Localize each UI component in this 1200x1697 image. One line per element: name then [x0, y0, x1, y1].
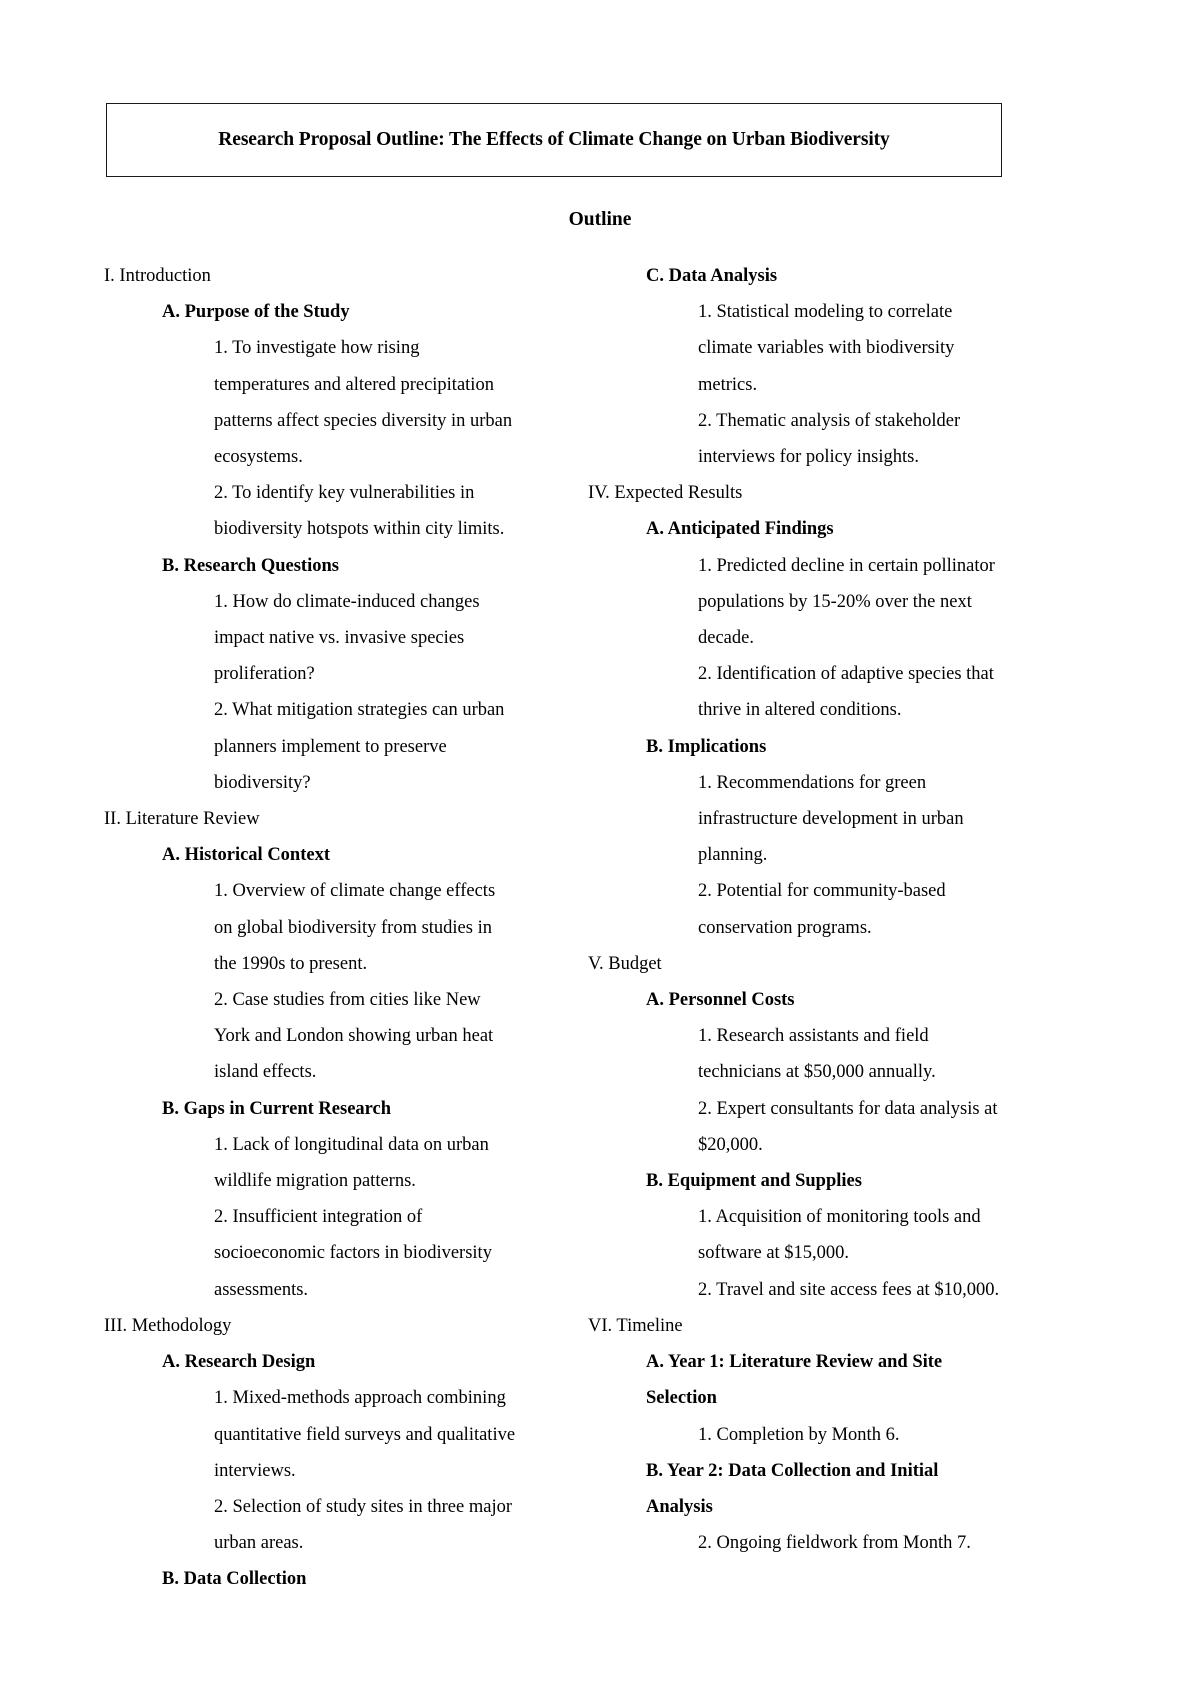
- outline-entry-level-2: A. Personnel Costs: [646, 990, 795, 1011]
- outline-entry-level-3: 1. Statistical modeling to correlate climate variables with biodiversity metrics.: [698, 302, 955, 395]
- outline-entry-level-1: I. Introduction: [104, 266, 211, 286]
- outline-entry-level-2: A. Historical Context: [162, 845, 331, 866]
- outline-entry-level-1: VI. Timeline: [588, 1315, 683, 1336]
- outline-entry-level-3: 2. To identify key vulnerabilities in biodiversity hotspots within city limits.: [214, 483, 505, 540]
- outline-entry-level-3: 2. Expert consultants for data analysis at $20,000.: [698, 1098, 998, 1155]
- outline-entry-level-3: 2. Selection of study sites in three major urban areas.: [214, 1496, 512, 1554]
- outline-entry-level-2: B. Equipment and Supplies: [646, 1171, 862, 1192]
- outline-entry-level-2: A. Anticipated Findings: [646, 519, 834, 540]
- outline-entry-level-3: 2. Ongoing fieldwork from Month 7.: [698, 1533, 971, 1554]
- outline-columns: [0, 258, 1200, 1697]
- outline-entry-level-3: 1. Overview of climate change effects on global biodiversity from studies in the 1990s to present.: [214, 881, 496, 974]
- outline-entry-level-3: 1. Mixed-methods approach combining quantitative field surveys and qualitative interviews.: [214, 1388, 516, 1481]
- outline-entry-level-3: 2. Thematic analysis of stakeholder interviews for policy insights.: [698, 410, 961, 468]
- title-box: [106, 103, 1002, 177]
- outline-entry-level-2: C. Data Analysis: [646, 266, 778, 286]
- outline-entry-level-3: 1. Acquisition of monitoring tools and software at $15,000.: [698, 1207, 981, 1264]
- outline-entry-level-3: 1. Recommendations for green infrastructure development in urban planning.: [698, 772, 964, 866]
- outline-entry-level-3: 1. How do climate-induced changes impact native vs. invasive species proliferation?: [214, 591, 480, 685]
- outline-entry-level-2: A. Year 1: Literature Review and Site Selection: [646, 1352, 943, 1409]
- outline-entry-level-3: 1. Research assistants and field technicians at $50,000 annually.: [698, 1026, 936, 1083]
- outline-entry-level-2: B. Implications: [646, 736, 767, 757]
- outline-entry-level-1: II. Literature Review: [104, 809, 260, 830]
- outline-entry-level-3: 2. Case studies from cities like New York and London showing urban heat island effects.: [214, 990, 494, 1083]
- outline-entry-level-2: A. Purpose of the Study: [162, 302, 350, 323]
- outline-entry-level-3: 2. What mitigation strategies can urban planners implement to preserve biodiversity?: [214, 700, 505, 793]
- outline-entry-level-2: A. Research Design: [162, 1352, 316, 1373]
- outline-entry-level-3: 1. Lack of longitudinal data on urban wildlife migration patterns.: [214, 1134, 489, 1192]
- outline-entry-level-2: B. Year 2: Data Collection and Initial Analysis: [646, 1460, 939, 1517]
- outline-entry-level-3: 2. Potential for community-based conservation programs.: [698, 881, 946, 938]
- outline-entry-level-3: 2. Travel and site access fees at $10,000.: [698, 1279, 1000, 1300]
- outline-entry-level-1: V. Budget: [588, 953, 662, 974]
- outline-entry-level-3: 2. Identification of adaptive species that thrive in altered conditions.: [698, 664, 994, 721]
- page-title: Research Proposal Outline: The Effects of Climate Change on Urban Biodiversity: [218, 129, 890, 151]
- outline-entry-level-2: B. Data Collection: [162, 1569, 307, 1590]
- outline-heading: Outline: [568, 209, 632, 230]
- outline-entry-level-3: 2. Insufficient integration of socioeconomic factors in biodiversity assessments.: [214, 1207, 492, 1300]
- outline-entry-level-3: 1. Predicted decline in certain pollinator populations by 15-20% over the next decade.: [698, 555, 995, 649]
- outline-entry-level-3: 1. To investigate how rising temperatures and altered precipitation patterns affect species diversity in urban ecosystems.: [214, 338, 513, 468]
- outline-entry-level-3: 1. Completion by Month 6.: [698, 1424, 900, 1445]
- outline-column-left: [104, 258, 516, 1697]
- outline-entry-level-2: B. Gaps in Current Research: [162, 1098, 392, 1119]
- outline-entry-level-1: IV. Expected Results: [588, 483, 743, 504]
- outline-entry-level-1: III. Methodology: [104, 1315, 232, 1336]
- outline-entry-level-2: B. Research Questions: [162, 555, 339, 576]
- outline-column-right: [588, 258, 1000, 1697]
